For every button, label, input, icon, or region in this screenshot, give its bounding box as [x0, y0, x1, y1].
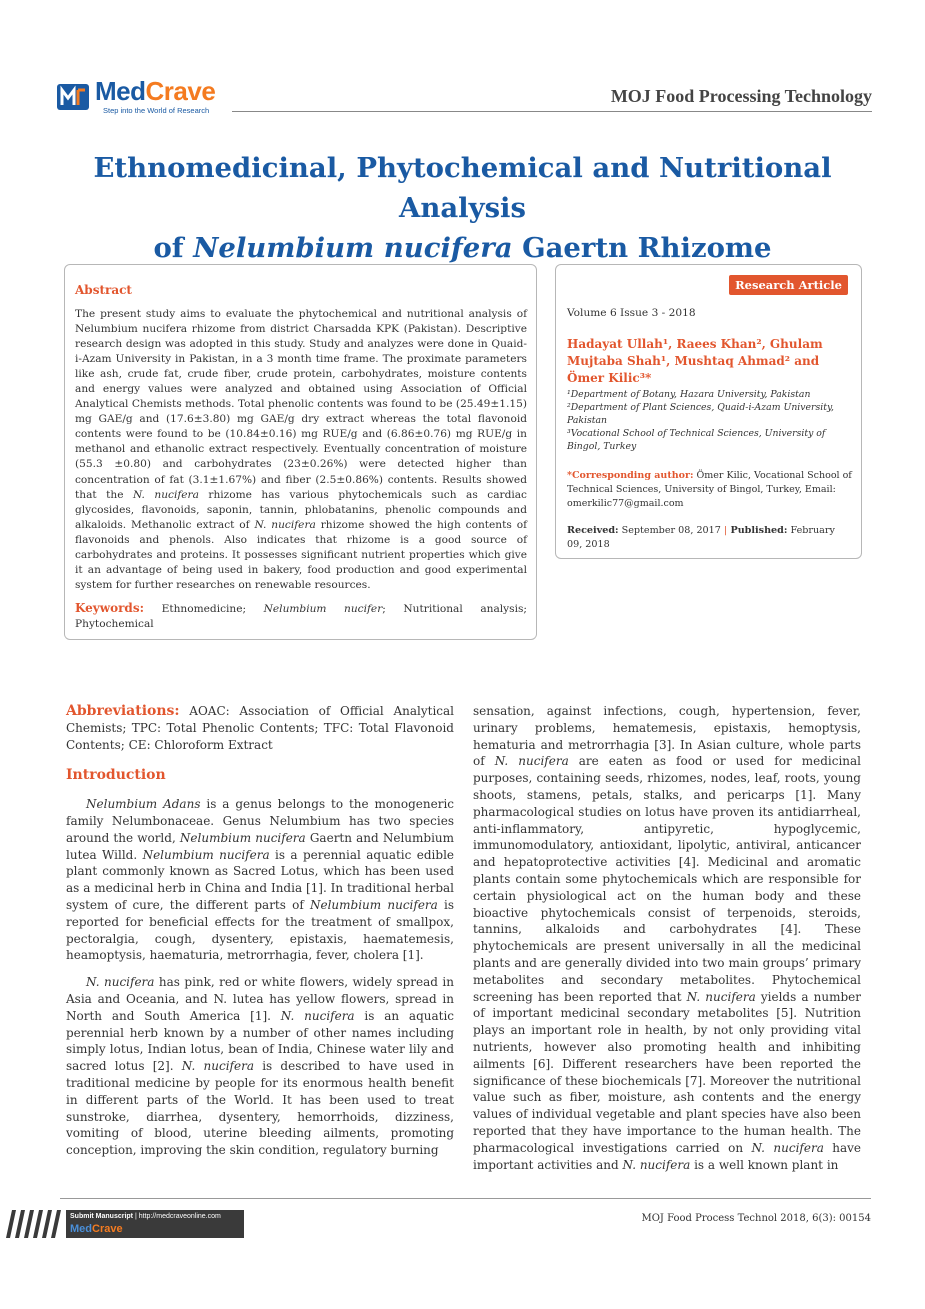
abbreviations-text: AOAC: Association of Official Analytical Chemists; TPC: Total Phenolic Contents; TFC: Total Flavonoid Contents; CE: Chloroform Extract [66, 704, 454, 752]
affiliation-1: ¹Department of Botany, Hazara University, Pakistan [567, 389, 811, 400]
body-column-right [473, 703, 861, 1173]
abstract-box [64, 264, 537, 640]
title-prefix: of [153, 232, 194, 264]
header-divider [232, 111, 872, 112]
article-type-badge: Research Article [729, 275, 848, 295]
title-line-2 [40, 228, 885, 268]
article-title [40, 148, 885, 268]
title-species: Nelumbium nucifera [193, 232, 513, 264]
abstract-species: N. nucifera [254, 518, 316, 531]
species-name: Nelumbium nucifera [179, 830, 306, 845]
species-name: N. nucifera [622, 1157, 691, 1172]
author-list: Hadayat Ullah¹, Raees Khan², Ghulam Mujtaba Shah¹, Mushtaq Ahmad² and Ömer Kilic³* [567, 337, 823, 385]
species-name: N. nucifera [751, 1140, 824, 1155]
keywords-part: Ethnomedicine; [144, 603, 264, 615]
keywords-species: Nelumbium nucifer [263, 603, 383, 615]
title-line-1: Ethnomedicinal, Phytochemical and Nutritional Analysis [93, 152, 832, 224]
footer-citation: MOJ Food Process Technol 2018, 6(3): 00154 [641, 1213, 871, 1224]
intro-paragraph-1 [66, 796, 454, 964]
abstract-heading: Abstract [75, 283, 132, 297]
body-column-left [66, 703, 454, 1159]
species-name: N. nucifera [181, 1059, 254, 1074]
logo-crave: Crave [145, 76, 216, 106]
abbreviations-label: Abbreviations: [66, 703, 180, 719]
published-date: February 09, 2018 [567, 525, 835, 550]
species-name: N. nucifera [686, 989, 756, 1004]
text-run: is a perennial aquatic edible plant commonly known as Sacred Lotus, which has been used as a medicinal herb in China and India [1]. In traditional herbal system of cure, the different parts of [66, 847, 455, 912]
corresponding-text[interactable]: Ömer Kilic, Vocational School of Technical Sciences, University of Bingol, Turkey, Email: omerkilic77@gmail.com [567, 470, 852, 509]
species-name: N. nucifera [494, 754, 569, 769]
footer-submit-banner[interactable] [66, 1210, 244, 1238]
medcrave-logo[interactable] [57, 78, 237, 118]
footer-logo-crave: Crave [92, 1223, 123, 1235]
published-label: Published: [727, 525, 788, 536]
text-run: are eaten as food or used for medicinal purposes, containing seeds, rhizomes, nodes, leaf, roots, young shoots, stamens, petals, stalks, and pericarps [1]. Many pharmacological studies on lotus have proven its antidiarrheal, anti-inflammatory, antipyretic, hypoglycemic, immunomodulatory, antioxidant, lipolytic, antiviral, anticancer and hepatoprotective activities [4]. Medicinal and aromatic plants contain some phytochemicals which are responsible for certain physiological act on the human body and these bioactive phytochemicals consist of terpenoids, steroids, tannins, alkaloids and carbohydrates [4]. These phytochemicals are present universally in all the medicinal plants and are generally divided into two main groups’ primary metabolites and secondary metabolites. Phytochemical screening has been reported that [473, 754, 862, 1004]
species-name: N. nucifera [86, 975, 155, 990]
text-run: is an aquatic perennial herb known by a number of other names including simply lotus, Indian lotus, bean of India, Chinese water lily and sacred lotus [2]. [66, 1008, 455, 1074]
footer-logo-med: Med [70, 1223, 92, 1235]
footer-divider [60, 1198, 871, 1199]
text-run: have important activities and [473, 1140, 861, 1172]
abstract-species: N. nucifera [132, 488, 199, 501]
text-run: yields a number of important medicinal secondary metabolites [5]. Nutrition plays an important role in health, by not only providing vital nutrients, however also promoting health and inhibiting ailments [6]. Different researchers have been reported the significance of these biochemicals [7]. Moreover the nutritional value such as fiber, moisture, ash contents and the energy values of individual vegetable and plant species have also been reported that they have importance to the human health. The pharmacological investigations carried on [473, 989, 861, 1155]
intro-paragraph-2-continued [473, 703, 861, 1173]
medcrave-logo-icon [57, 80, 91, 112]
affiliation-3: ³Vocational School of Technical Sciences, University of Bingol, Turkey [567, 428, 826, 452]
abbreviations [66, 703, 454, 753]
logo-med: Med [95, 76, 146, 106]
footer-logo [70, 1223, 123, 1235]
submit-label[interactable]: Submit Manuscript [70, 1213, 134, 1220]
title-suffix: Gaertn Rhizome [512, 232, 772, 264]
introduction-heading: Introduction [66, 767, 166, 784]
species-name: N. nucifera [280, 1008, 355, 1023]
logo-tagline: Step into the World of Research [103, 106, 210, 115]
keywords-part: ; Nutritional analysis; Phytochemical [75, 603, 527, 631]
logo-wordmark [95, 76, 215, 107]
keywords-label: Keywords: [75, 601, 145, 615]
intro-paragraph-2 [66, 974, 454, 1159]
abstract-part: The present study aims to evaluate the phytochemical and nutritional analysis of Nelumbium nucifera rhizome from district Charsadda KPK (Pakistan). Descriptive research design was adopted in this study. Study and analyzes were done in Quaid-i-Azam University in Pakistan, in a 3 month time frame. The proximate parameters like ash, crude fat, crude fiber, crude protein, carbohydrates, moisture contents and energy values were analyzed and obtained using Association of Official Analytical Chemists methods. Total phenolic contents was found to be (25.49±1.15) mg GAE/g and (17.6±3.80) mg GAE/g dry extract whereas the total flavonoid contents were found to be (10.84±0.16) mg RUE/g and (6.86±0.76) mg RUE/g in methanol and ethanolic extract respectively. Eventually concentration of moisture (55.3 ±0.80) and carbohydrates (23±0.26%) were detected higher than concentration of fat (3.1±1.67%) and fiber (2.5±0.86%) contents. Results showed that the [75, 308, 527, 501]
text-run: sensation, against infections, cough, hypertension, fever, urinary problems, hematemesis, epistaxis, hemoptysis, hematuria and metrorrhagia [3]. In Asian culture, whole parts of [473, 704, 861, 769]
text-run: is reported for beneficial effects for the treatment of smallpox, pectoralgia, cough, dysentery, epistaxis, haematemesis, heamoptysis, haematuria, metrorrhagia, fever, cholera [1]. [66, 897, 455, 963]
species-name: Nelumbium Adans [86, 797, 201, 812]
keywords [75, 601, 527, 632]
received-label: Received: [567, 525, 619, 536]
submit-manuscript-link[interactable] [70, 1213, 221, 1220]
text-run: Gaertn and Nelumbium lutea Willd. [66, 830, 455, 862]
text-run: has pink, red or white flowers, widely spread in Asia and Oceania, and N. lutea has yellow flowers, spread in North and South America [1]. [66, 975, 454, 1023]
received-date: September 08, 2017 [618, 525, 724, 536]
affiliation-2: ²Department of Plant Sciences, Quaid-i-Azam University, Pakistan [567, 402, 834, 426]
footer-separator: | [133, 1213, 139, 1220]
article-info-box [555, 264, 862, 559]
text-run: is a well known plant in [690, 1157, 839, 1172]
abstract-part: rhizome showed the high contents of flavonoids and phenols. Also indicates that rhizome is a good source of carbohydrates and proteins. It possesses significant nutrient properties which give it an advantage of being used in bakery, food production and good experimental system for further researches on renewable resources. [75, 518, 527, 591]
volume-issue: Volume 6 Issue 3 - 2018 [567, 307, 696, 319]
species-name: Nelumbium nucifera [142, 847, 270, 862]
abstract-text [75, 307, 527, 593]
corresponding-label: *Corresponding author: [567, 470, 694, 481]
text-run: is described to have used in traditional medicine by people for its enormous health benefit in different parts of the World. It has been used to treat sunstroke, diarrhea, dysentery, hemorrhoids, dizziness, vomiting of blood, uterine bleeding ailments, promoting conception, improving the skin condition, regulatory burning [66, 1059, 455, 1158]
text-run: is a genus belongs to the monogeneric family Nelumbonaceae. Genus Nelumbium has two species around the world, [66, 797, 454, 845]
footer-stripes-decoration [6, 1210, 66, 1238]
corresponding-author [567, 469, 852, 511]
abstract-part: rhizome has various phytochemicals such as cardiac glycosides, flavonoids, saponin, tannin, phlobatanins, phenolic compounds and alkaloids. Methanolic extract of [75, 488, 527, 531]
article-dates [567, 524, 852, 552]
species-name: Nelumbium nucifera [309, 897, 438, 912]
footer-url[interactable]: http://medcraveonline.com [138, 1213, 221, 1220]
journal-name: MOJ Food Processing Technology [610, 86, 872, 106]
date-separator: | [723, 525, 728, 536]
